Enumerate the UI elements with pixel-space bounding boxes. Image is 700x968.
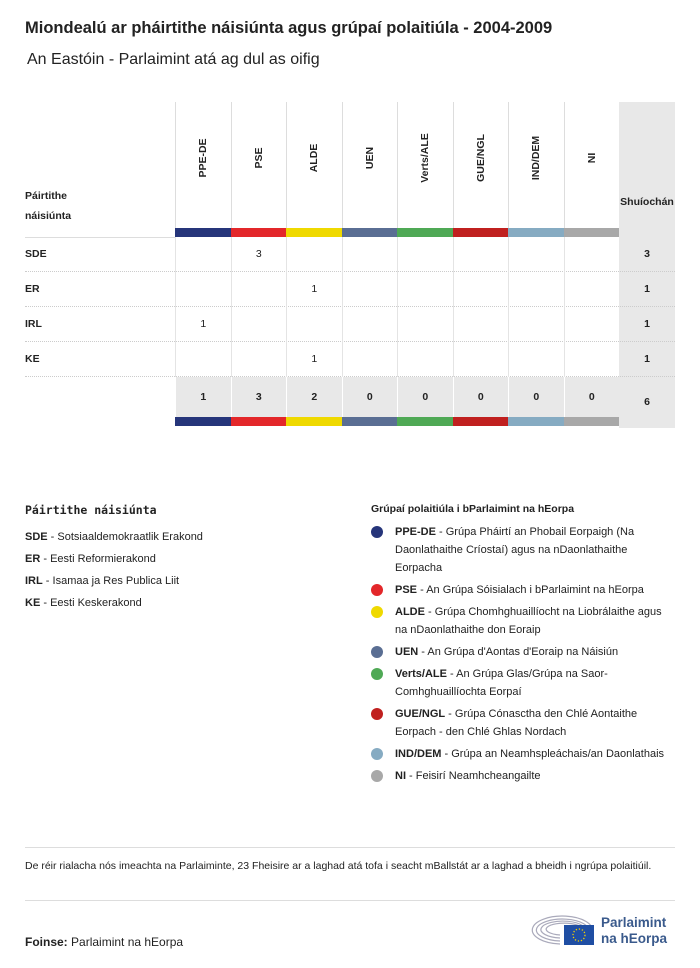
group-legend-item: Verts/ALE - An Grúpa Glas/Grúpa na Saor-Comhghuaillíochta Eorpaí [371, 665, 671, 701]
party-name: Eesti Reformierakond [50, 553, 156, 565]
group-color-dot-icon [371, 708, 383, 720]
seat-cell [286, 237, 342, 272]
seat-cell [397, 307, 453, 342]
seat-cell [564, 237, 620, 272]
group-label: UEN [363, 146, 376, 170]
party-legend-item: SDE - Sotsiaaldemokraatlik Erakond [25, 531, 203, 543]
group-name: An Grúpa Glas/Grúpa na Saor-Comhghuaillíochta Eorpaí [395, 668, 608, 698]
group-legend [371, 503, 671, 789]
group-color-bar [508, 417, 564, 426]
group-name: Grúpa Chomhghuaillíocht na Liobrálaithe agus na nDaonlathaithe don Eoraip [395, 606, 662, 636]
group-label: GUE/NGL [474, 134, 487, 182]
seat-cell: 1 [286, 342, 342, 377]
row-total: 1 [644, 353, 650, 365]
seat-cell [342, 342, 398, 377]
party-legend-item: ER - Eesti Reformierakond [25, 553, 156, 565]
seat-cell [397, 342, 453, 377]
seat-cell [231, 342, 287, 377]
seat-cell [175, 237, 231, 272]
page-subtitle: An Eastóin - Parlaimint atá ag dul as oifig [27, 51, 320, 68]
group-total: 0 [342, 377, 398, 417]
group-code: Verts/ALE [395, 668, 447, 680]
group-name: An Grúpa d'Aontas d'Eoraip na Náisiún [427, 646, 619, 658]
group-color-dot-icon [371, 646, 383, 658]
group-color-bar [342, 417, 398, 426]
group-color-bar [175, 417, 231, 426]
seat-cell [397, 237, 453, 272]
group-color-bar [342, 228, 398, 237]
total-header: Shuíochán [620, 196, 674, 208]
table-row [25, 307, 675, 342]
group-label: PSE [252, 147, 265, 169]
group-code: NI [395, 770, 406, 782]
seat-cell: 3 [231, 237, 287, 272]
party-code: IRL [25, 318, 42, 330]
source [25, 935, 183, 949]
logo-line1: Parlaimint [601, 915, 667, 930]
row-total: 3 [644, 248, 650, 260]
source-label: Foinse: [25, 935, 68, 949]
party-code: ER [25, 553, 41, 565]
seat-cell [175, 272, 231, 307]
table-header [25, 102, 675, 228]
group-color-bar [231, 417, 287, 426]
group-label: ALDE [308, 143, 321, 173]
seat-cell [564, 272, 620, 307]
ep-logo [530, 910, 680, 950]
group-legend-item: PPE-DE - Grúpa Pháirtí an Phobail Eorpaigh (Na Daonlathaithe Críostaí) agus na nDaonlathaithe Eorpacha [371, 523, 671, 577]
group-code: PSE [395, 584, 418, 596]
group-column-header [564, 102, 620, 228]
seat-cell [508, 342, 564, 377]
group-column-header [175, 102, 231, 228]
party-code: SDE [25, 531, 48, 543]
party-code: IRL [25, 575, 43, 587]
page-title: Miondealú ar pháirtithe náisiúnta agus grúpaí polaitiúla - 2004-2009 [25, 19, 553, 37]
grand-total: 6 [644, 396, 650, 408]
seat-cell [508, 272, 564, 307]
footnote: De réir rialacha nós imeachta na Parlaiminte, 23 Fheisire ar a laghad atá tofa i seacht mBallstát ar a laghad a bheidh i ngrúpa polaitiúil. [25, 860, 652, 872]
divider [25, 900, 675, 901]
group-color-bar [286, 417, 342, 426]
seat-cell [508, 237, 564, 272]
group-total: 0 [508, 377, 564, 417]
group-total: 3 [231, 377, 287, 417]
seat-cell [286, 307, 342, 342]
seat-cell [453, 342, 509, 377]
seat-cell [564, 307, 620, 342]
group-label: NI [585, 152, 598, 164]
group-color-dot-icon [371, 606, 383, 618]
group-name: Grúpa Cónasctha den Chlé Aontaithe Eorpach - den Chlé Ghlas Nordach [395, 708, 638, 738]
row-total: 1 [644, 283, 650, 295]
divider [25, 847, 675, 848]
group-code: UEN [395, 646, 419, 658]
seat-cell [342, 237, 398, 272]
party-legend-item: KE - Eesti Keskerakond [25, 597, 142, 609]
group-code: GUE/NGL [395, 708, 446, 720]
party-legend-title: Páirtithe náisiúnta [25, 503, 157, 517]
group-legend-item: GUE/NGL - Grúpa Cónasctha den Chlé Aontaithe Eorpach - den Chlé Ghlas Nordach [371, 705, 671, 741]
group-column-header [231, 102, 287, 228]
group-color-dot-icon [371, 526, 383, 538]
hemicycle-icon [530, 910, 600, 950]
group-column-header [286, 102, 342, 228]
group-total: 0 [453, 377, 509, 417]
group-color-bar [453, 417, 509, 426]
row-total: 1 [644, 318, 650, 330]
seat-cell [175, 342, 231, 377]
party-name: Sotsiaaldemokraatlik Erakond [57, 531, 203, 543]
party-code: KE [25, 597, 41, 609]
party-code: ER [25, 283, 40, 295]
group-color-bar [508, 228, 564, 237]
group-total: 0 [397, 377, 453, 417]
group-label: IND/DEM [530, 135, 543, 181]
group-legend-item: IND/DEM - Grúpa an Neamhspleáchais/an Daonlathais [371, 745, 671, 763]
table-row [25, 272, 675, 307]
seat-cell [231, 272, 287, 307]
seat-cell [564, 342, 620, 377]
table-row [25, 342, 675, 377]
group-color-bar [564, 417, 620, 426]
seat-cell [342, 272, 398, 307]
group-code: PPE-DE [395, 526, 436, 538]
group-label: Verts/ALE [419, 133, 432, 183]
party-code: SDE [25, 248, 47, 260]
party-legend-item: IRL - Isamaa ja Res Publica Liit [25, 575, 180, 587]
group-color-bar [286, 228, 342, 237]
group-legend-item: UEN - An Grúpa d'Aontas d'Eoraip na Náisiún [371, 643, 671, 661]
group-color-dot-icon [371, 770, 383, 782]
group-color-dot-icon [371, 748, 383, 760]
group-total: 1 [175, 377, 231, 417]
seat-cell [342, 307, 398, 342]
party-name: Eesti Keskerakond [50, 597, 142, 609]
group-color-bar [453, 228, 509, 237]
seat-cell [453, 272, 509, 307]
group-color-bar [397, 228, 453, 237]
logo-line2: na hEorpa [601, 931, 668, 946]
seats-table [25, 102, 675, 408]
seat-cell: 1 [286, 272, 342, 307]
seat-cell [453, 237, 509, 272]
group-name: An Grúpa Sóisialach i bParlaimint na hEorpa [426, 584, 644, 596]
row-header: Páirtithe náisiúnta [25, 190, 72, 222]
group-column-header [342, 102, 398, 228]
group-column-header [508, 102, 564, 228]
seat-cell [453, 307, 509, 342]
group-legend-item: NI - Feisirí Neamhcheangailte [371, 767, 671, 785]
totals-row [175, 377, 619, 417]
group-total: 0 [564, 377, 620, 417]
party-code: KE [25, 353, 40, 365]
source-value: Parlaimint na hEorpa [71, 935, 184, 949]
seat-cell [231, 307, 287, 342]
seat-cell [397, 272, 453, 307]
group-column-header [453, 102, 509, 228]
group-color-bar [231, 228, 287, 237]
seat-cell: 1 [175, 307, 231, 342]
party-name: Isamaa ja Res Publica Liit [52, 575, 180, 587]
group-name: Grúpa an Neamhspleáchais/an Daonlathais [451, 748, 665, 760]
group-name: Feisirí Neamhcheangailte [415, 770, 541, 782]
group-name: Grúpa Pháirtí an Phobail Eorpaigh (Na Daonlathaithe Críostaí) agus na nDaonlathaithe Eorpacha [395, 526, 635, 574]
group-legend-title: Grúpaí polaitiúla i bParlaimint na hEorpa [371, 503, 575, 515]
table-row [25, 237, 675, 272]
group-color-bar [175, 228, 231, 237]
group-legend-item: PSE - An Grúpa Sóisialach i bParlaimint na hEorpa [371, 581, 671, 599]
seat-cell [508, 307, 564, 342]
group-label: PPE-DE [197, 138, 210, 178]
group-total: 2 [286, 377, 342, 417]
group-code: ALDE [395, 606, 425, 618]
group-color-dot-icon [371, 668, 383, 680]
group-color-bar [564, 228, 620, 237]
group-column-header [397, 102, 453, 228]
group-color-bar [397, 417, 453, 426]
group-legend-item: ALDE - Grúpa Chomhghuaillíocht na Liobrálaithe agus na nDaonlathaithe don Eoraip [371, 603, 671, 639]
group-code: IND/DEM [395, 748, 442, 760]
party-legend [25, 503, 203, 614]
group-color-dot-icon [371, 584, 383, 596]
